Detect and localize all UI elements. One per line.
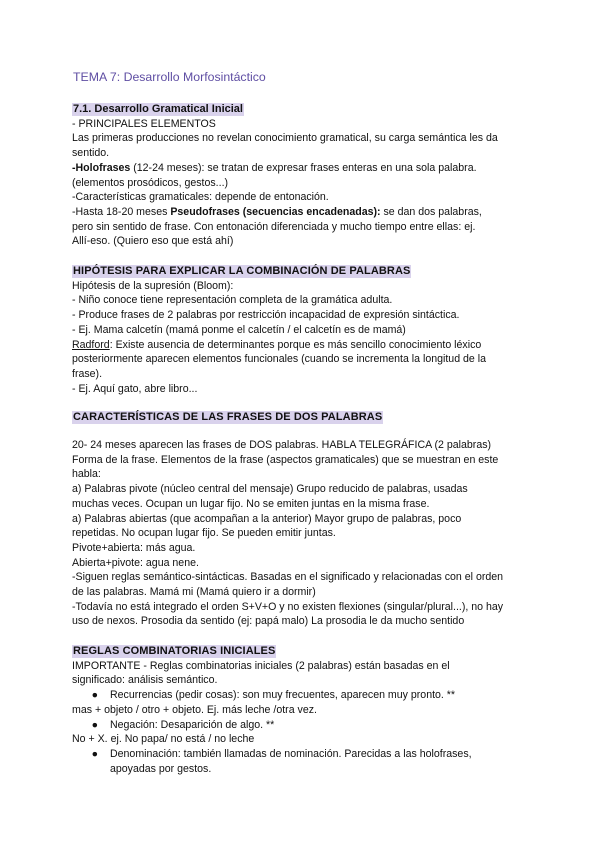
text-line: Pivote+abierta: más agua.: [72, 541, 196, 554]
text-line: a) Palabras pivote (núcleo central del mensaje) Grupo reducido de palabras, usadas: [72, 483, 468, 496]
text-span: : Existe ausencia de determinantes porque es más sencillo conocimiento léxico: [109, 338, 482, 351]
bullet-icon: ●: [91, 747, 98, 760]
text-line: de las palabras. Mamá mi (Mamá quiero ir a dormir): [72, 586, 316, 599]
text-line: IMPORTANTE - Reglas combinatorias iniciales (2 palabras) están basadas en el: [72, 659, 450, 672]
list-item: [72, 718, 532, 733]
text-line: posteriormente aparecen elementos funcionales (cuando se incrementa la longitud de la: [72, 353, 486, 366]
text-line: Las primeras producciones no revelan conocimiento gramatical, su carga semántica les da: [72, 132, 498, 145]
text-line: sentido.: [72, 147, 110, 160]
section-hipotesis: [72, 264, 532, 396]
text-line: Allí-eso. (Quiero eso que está ahí): [72, 235, 234, 248]
section-reglas-combinatorias: [72, 644, 532, 776]
section-caracteristicas-body: [72, 438, 532, 629]
section-heading: CARACTERÍSTICAS DE LAS FRASES DE DOS PALABRAS: [73, 411, 383, 423]
text-line: - Ej. Mama calcetín (mamá ponme el calcetín / el calcetín es de mamá): [72, 323, 406, 336]
text-line: Hipótesis de la supresión (Bloom):: [72, 279, 234, 292]
text-line: -Todavía no está integrado el orden S+V+O y no existen flexiones (singular/plural...), no hay: [72, 600, 504, 613]
text-line: frase).: [72, 367, 103, 380]
text-line: significado: análisis semántico.: [72, 674, 218, 687]
text-line: - Ej. Aquí gato, abre libro...: [72, 382, 198, 395]
text-line: -Siguen reglas semántico-sintácticas. Basadas en el significado y relacionadas con el orden: [72, 571, 504, 584]
text-line: - Produce frases de 2 palabras por restricción incapacidad de expresión sintáctica.: [72, 309, 460, 322]
text-span: se dan dos palabras,: [380, 205, 482, 218]
text-line: 20- 24 meses aparecen las frases de DOS palabras. HABLA TELEGRÁFICA (2 palabras): [72, 439, 492, 451]
section-heading: 7.1. Desarrollo Gramatical Inicial: [73, 103, 243, 115]
bold-term: -Holofrases: [72, 161, 131, 174]
text-span: (12-24 meses): se tratan de expresar frases enteras en una sola palabra.: [130, 161, 477, 174]
section-heading: HIPÓTESIS PARA EXPLICAR LA COMBINACIÓN DE PALABRAS: [73, 265, 411, 277]
section-gramatical-inicial: [72, 102, 532, 249]
list-item: [72, 747, 532, 762]
text-line: habla:: [72, 468, 101, 481]
list-item-text: Denominación: también llamadas de nominación. Parecidas a las holofrases,: [110, 747, 472, 760]
text-line: muchas veces. Ocupan un lugar fijo. No se emiten juntas en la misma frase.: [72, 497, 430, 510]
list-item: [72, 688, 532, 703]
section-caracteristicas: [72, 410, 532, 425]
text-line: mas + objeto / otro + objeto. Ej. más leche /otra vez.: [72, 703, 317, 716]
text-line: repetidas. No ocupan lugar fijo. Se pueden emitir juntas.: [72, 527, 336, 540]
text-line: uso de nexos. Prosodia da sentido (ej: papá malo) La prosodia le da mucho sentido: [72, 615, 465, 628]
section-heading: REGLAS COMBINATORIAS INICIALES: [73, 645, 276, 657]
text-line: pero sin sentido de frase. Con entonación diferenciada y mucho tiempo entre ellas: ej.: [72, 220, 476, 233]
text-line: [72, 161, 532, 176]
bold-term: Pseudofrases (secuencias encadenadas):: [170, 205, 381, 218]
text-line: Forma de la frase. Elementos de la frase (aspectos gramaticales) que se muestran en este: [72, 453, 499, 466]
text-line: apoyadas por gestos.: [110, 762, 212, 775]
text-line: - PRINCIPALES ELEMENTOS: [72, 117, 216, 130]
bullet-icon: ●: [91, 689, 98, 702]
bullet-icon: ●: [91, 718, 98, 731]
text-line: Abierta+pivote: agua nene.: [72, 556, 199, 569]
list-item-text: Negación: Desaparición de algo. **: [110, 718, 275, 731]
text-line: No + X. ej. No papa/ no está / no leche: [72, 733, 255, 746]
underlined-term: Radford: [72, 338, 110, 351]
text-line: -Características gramaticales: depende de entonación.: [72, 191, 329, 204]
text-line: a) Palabras abiertas (que acompañan a la anterior) Mayor grupo de palabras, poco: [72, 512, 462, 525]
text-span: -Hasta 18-20 meses: [72, 205, 171, 218]
text-line: [72, 338, 532, 353]
document-title: TEMA 7: Desarrollo Morfosintáctico: [73, 70, 266, 84]
list-item-text: Recurrencias (pedir cosas): son muy frecuentes, aparecen muy pronto. **: [110, 689, 456, 702]
text-line: (elementos prosódicos, gestos...): [72, 176, 229, 189]
text-line: [72, 205, 532, 220]
text-line: - Niño conoce tiene representación completa de la gramática adulta.: [72, 294, 393, 307]
